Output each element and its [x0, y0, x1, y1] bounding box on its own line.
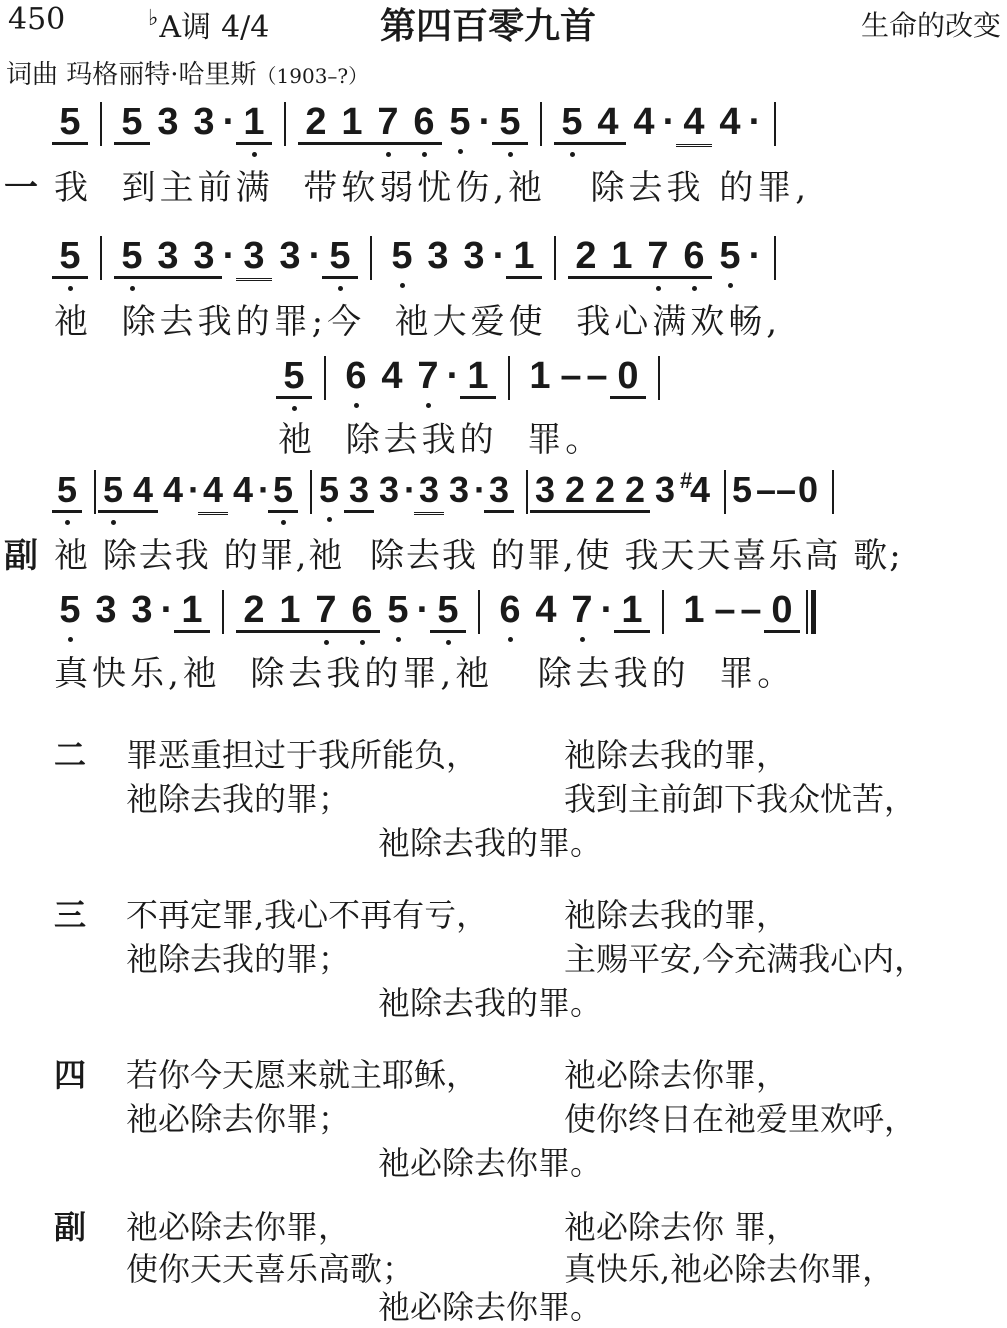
notation-line-3: 5 6 4 7 · 1 1 – – 0	[276, 356, 672, 400]
verse-line: 若你今天愿来就主耶稣，	[126, 1056, 479, 1094]
verse-line: 主赐平安,今充满我心内，	[564, 940, 927, 978]
notation-line-5: 5 3 3 · 1 2 1 7 6 5 · 5 6 4 7 · 1 1 – – 0	[52, 590, 822, 634]
verse-line: 祂必除去你罪，	[564, 1056, 789, 1094]
notation-line-1: 5 5 3 3 · 1 2 1 7 6 5 · 5 5 4 4 · 4 4 ·	[52, 102, 788, 147]
verse-line: 我到主前卸下我众忧苦，	[564, 780, 917, 818]
lyric-line-1: 我 到主前满 带软弱忧伤,祂 除去我 的罪,	[54, 168, 811, 208]
verse-1-label: 一	[4, 168, 38, 208]
notation-line-4: 5 5 4 4 · 4 4 · 5 5 3 3 · 3 3 · 3 3 2 2 2 3 # 4 5 – – 0	[52, 470, 836, 515]
verse-line: 真快乐,祂必除去你罪，	[564, 1250, 895, 1288]
verse-line: 使你终日在祂爱里欢呼，	[564, 1100, 917, 1138]
verse-line: 祂必除去你罪。	[378, 1144, 603, 1182]
key-label: A调	[159, 10, 212, 45]
lyric-line-3: 祂 除去我的 罪。	[278, 420, 604, 460]
sharp-sign: #	[680, 468, 693, 493]
credits-years: （1903–?）	[256, 64, 369, 88]
time-signature: 4/4	[221, 10, 270, 45]
verse-line: 祂除去我的罪。	[378, 984, 603, 1022]
verse-line: 罪恶重担过于我所能负，	[126, 736, 479, 774]
verse-number: 副	[54, 1208, 87, 1246]
notation-line-2: 5 5 3 3 · 3 3 · 5 5 3 3 · 1 2 1 7 6 5 ·	[52, 236, 788, 281]
verse-number: 三	[54, 896, 87, 934]
verse-line: 祂必除去你罪，	[126, 1208, 351, 1246]
verse-line: 祂必除去你 罪，	[564, 1208, 799, 1246]
page-number: 450	[8, 2, 66, 37]
lyric-line-5: 真快乐,祂 除去我的罪,祂 除去我的 罪。	[54, 654, 796, 694]
flat-sign: ♭	[148, 6, 159, 31]
verse-line: 不再定罪,我心不再有亏，	[126, 896, 489, 934]
verse-line: 祂必除去你罪。	[378, 1288, 603, 1326]
verse-line: 祂除去我的罪，	[564, 896, 789, 934]
credits	[6, 54, 368, 91]
verse-line: 祂除去我的罪，	[564, 736, 789, 774]
verse-line: 使你天天喜乐高歌；	[126, 1250, 415, 1288]
verse-number: 四	[54, 1056, 87, 1094]
chorus-label: 副	[4, 536, 38, 576]
credits-author: 词曲 玛格丽特·哈里斯	[6, 60, 257, 90]
lyric-line-2: 祂 除去我的罪;今 祂大爱使 我心满欢畅,	[54, 302, 782, 342]
key-signature	[148, 2, 269, 46]
verse-number: 二	[54, 736, 87, 774]
verse-line: 祂除去我的罪；	[126, 940, 351, 978]
verse-line: 祂必除去你罪；	[126, 1100, 351, 1138]
hymn-category: 生命的改变	[860, 9, 1001, 42]
verse-line: 祂除去我的罪。	[378, 824, 603, 862]
hymn-title: 第四百零九首	[380, 6, 597, 47]
verse-line: 祂除去我的罪；	[126, 780, 351, 818]
lyric-line-4: 祂 除去我 的罪,祂 除去我 的罪,使 我天天喜乐高 歌;	[54, 536, 903, 576]
